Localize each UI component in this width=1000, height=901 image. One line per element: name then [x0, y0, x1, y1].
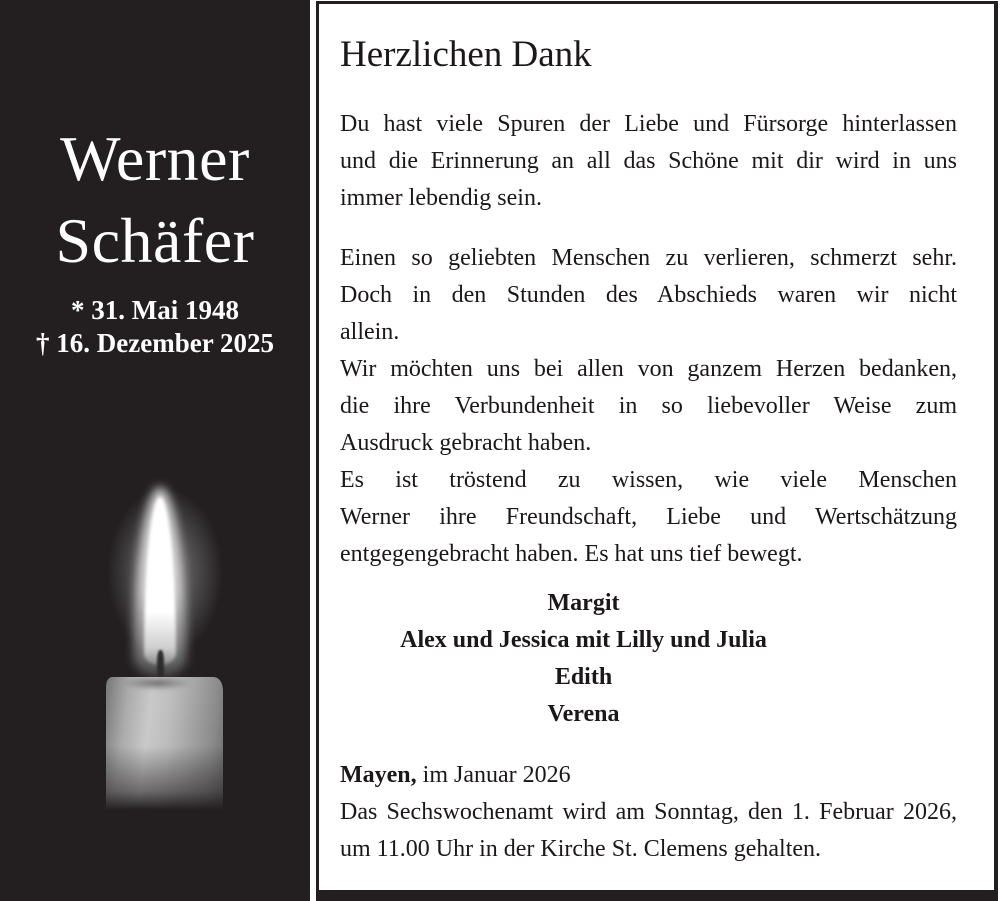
intro-line: Du hast viele Spuren der Liebe und Fürsorge hinterlassen — [340, 111, 957, 137]
deceased-name — [0, 118, 310, 282]
condolence-line: die ihre Verbundenheit in so liebevoller Weise zum — [340, 393, 957, 419]
life-dates — [0, 294, 310, 360]
condolence-line: Ausdruck gebracht haben. — [340, 430, 592, 456]
closing-paragraph — [340, 757, 957, 868]
candle-top-dip — [122, 676, 192, 690]
mourner-name: Edith — [554, 664, 613, 690]
service-line: um 11.00 Uhr in der Kirche St. Clemens gehalten. — [340, 836, 822, 862]
mourners-list — [340, 585, 827, 733]
birth-date: * 31. Mai 1948 — [71, 295, 239, 325]
memorial-left-panel — [0, 0, 310, 901]
place-and-date — [340, 757, 957, 794]
death-date: † 16. Dezember 2025 — [36, 328, 274, 358]
condolence-line: allein. — [340, 319, 400, 345]
mourner-name: Verena — [547, 701, 620, 727]
condolence-line: Werner ihre Freundschaft, Liebe und Wertschätzung — [340, 504, 957, 530]
intro-line: immer lebendig sein. — [340, 185, 542, 211]
candle-body — [106, 677, 223, 810]
condolence-line: Doch in den Stunden des Abschieds waren wir nicht — [340, 282, 957, 308]
mourner-name: Alex und Jessica mit Lilly und Julia — [400, 627, 767, 653]
deceased-first-name: Werner — [60, 123, 250, 194]
deceased-last-name: Schäfer — [55, 205, 255, 276]
condolence-line: Es ist tröstend zu wissen, wie viele Menschen — [340, 467, 957, 493]
condolence-line: Wir möchten uns bei allen von ganzem Herzen bedanken, — [340, 356, 957, 382]
condolence-line: entgegengebracht haben. Es hat uns tief bewegt. — [340, 541, 803, 567]
service-line: Das Sechswochenamt wird am Sonntag, den 1. Februar 2026, — [340, 799, 957, 825]
mourner-name: Margit — [547, 590, 620, 616]
intro-line: und die Erinnerung an all das Schöne mit dir wird in uns — [340, 148, 957, 174]
thanks-heading: Herzlichen Dank — [340, 34, 592, 75]
place-name: Mayen, — [340, 762, 417, 788]
intro-paragraph — [340, 106, 957, 217]
condolence-paragraph — [340, 240, 957, 573]
obituary-text-panel — [316, 1, 998, 901]
condolence-line: Einen so geliebten Menschen zu verlieren, schmerzt sehr. — [340, 245, 957, 271]
date-text: im Januar 2026 — [416, 762, 571, 788]
